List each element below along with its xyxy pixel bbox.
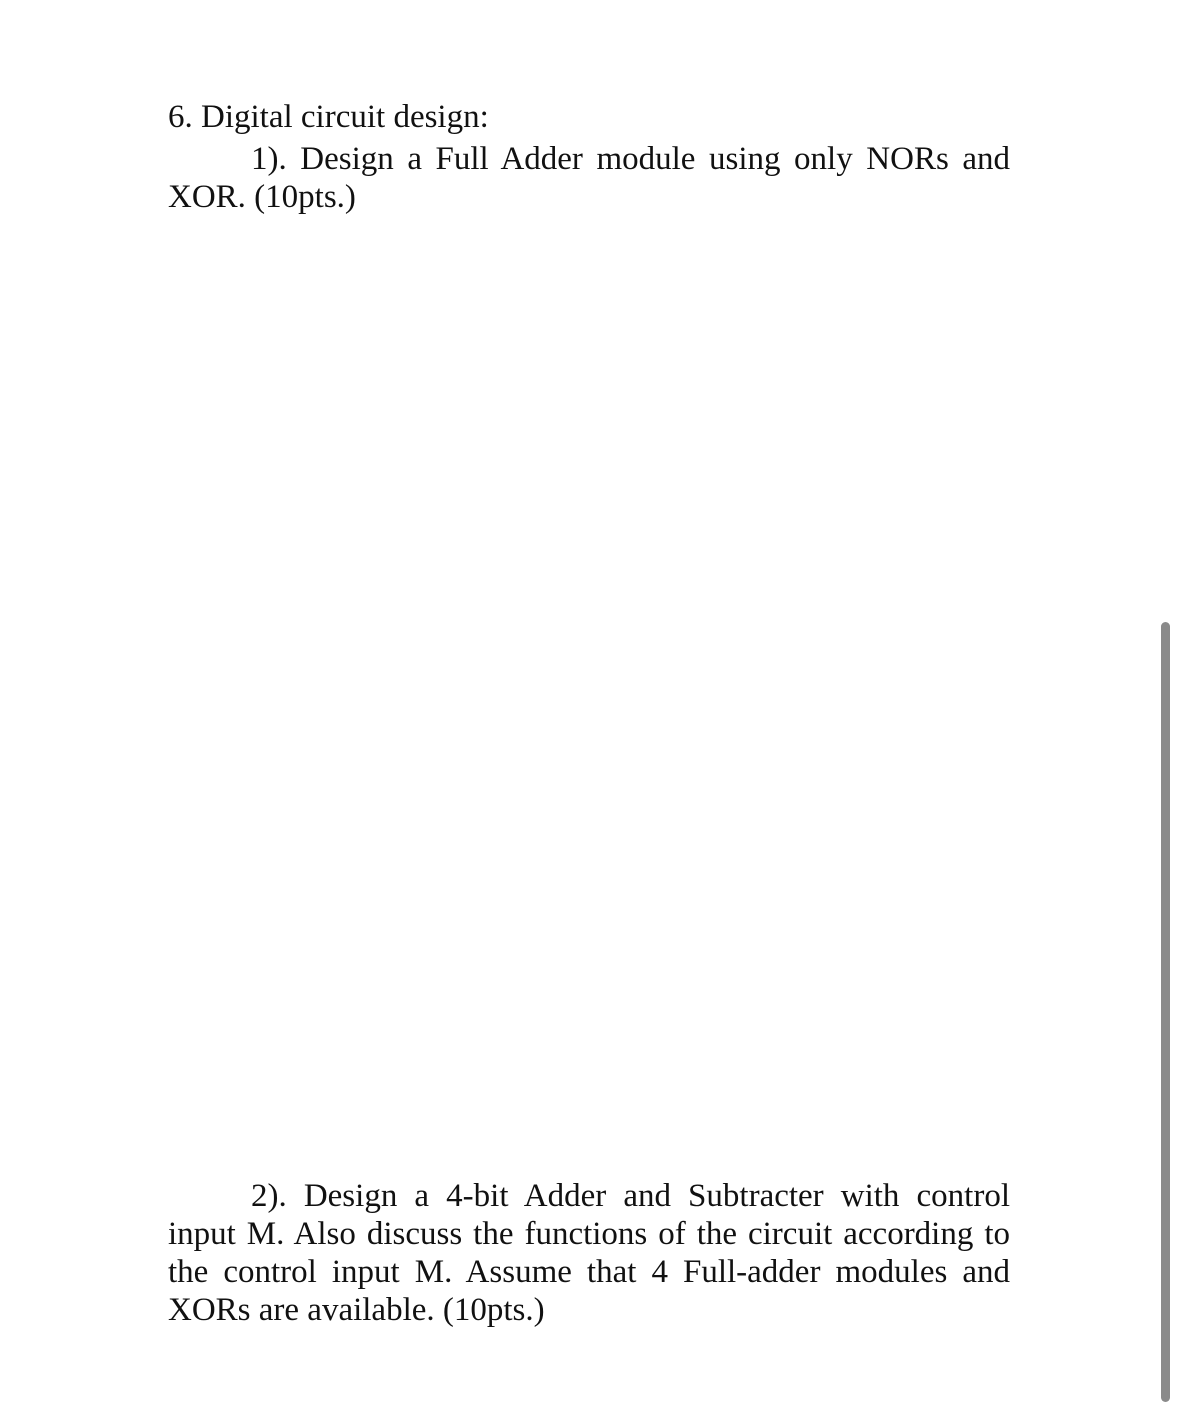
question-2-text: 2). Design a 4-bit Adder and Subtracter with control input M. Also discuss the functions of the circuit according to the control input M. Assume that 4 Full-adder modules and XORs are available. (10pts.) — [168, 1178, 1010, 1328]
question-1-text: 1). Design a Full Adder module using only NORs and XOR. (10pts.) — [168, 141, 1010, 215]
section-heading: 6. Digital circuit design: — [168, 99, 489, 135]
scrollbar-thumb[interactable] — [1161, 622, 1170, 1402]
